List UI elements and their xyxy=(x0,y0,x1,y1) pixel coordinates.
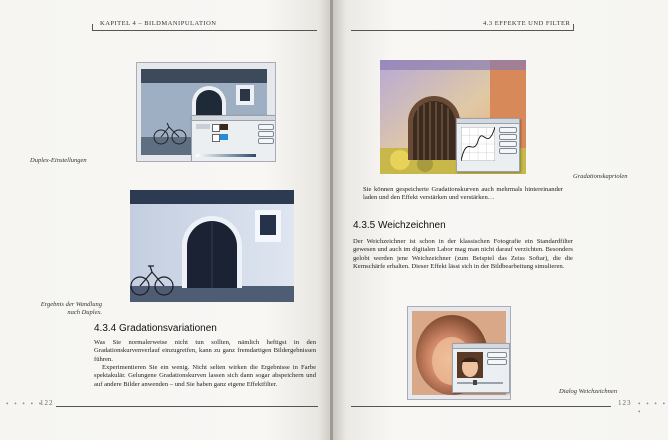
footer-rule-right xyxy=(351,406,611,407)
duplex-settings-figure xyxy=(136,62,276,162)
footer-rule-left xyxy=(56,406,318,407)
curves-cancel-button[interactable] xyxy=(499,134,517,140)
section-heading-4-3-5: 4.3.5 Weichzeichnen xyxy=(353,220,446,231)
running-head-right: 4.3 EFFEKTE UND FILTER xyxy=(483,20,571,27)
soft-focus-slider-handle[interactable] xyxy=(473,380,477,385)
caption-result-line1: Ergebnis der Wandlung xyxy=(40,301,102,308)
dialog-cancel-button[interactable] xyxy=(258,131,274,137)
right-page xyxy=(333,0,668,440)
soft-focus-slider-track[interactable] xyxy=(457,382,503,384)
ink-curve-swatch-2[interactable] xyxy=(212,134,220,142)
header-tick-right xyxy=(573,24,574,31)
duplex-result-figure xyxy=(130,190,294,302)
ink-color-swatch-1[interactable] xyxy=(220,124,228,130)
curves-save-button[interactable] xyxy=(499,148,517,154)
folio-dots-right: • • • • • xyxy=(638,400,668,416)
caption-dialog-soft-focus: Dialog Weichzeichnen xyxy=(559,388,618,395)
caption-gradation-capers: Gradationskapriolen xyxy=(573,173,628,180)
page-number-left: 122 xyxy=(40,399,54,407)
header-tick-left xyxy=(92,24,93,31)
ink-color-swatch-2[interactable] xyxy=(220,134,228,140)
page-number-right: 123 xyxy=(618,399,632,407)
curves-ok-button[interactable] xyxy=(499,127,517,133)
header-rule-left xyxy=(92,30,317,31)
curves-dialog xyxy=(456,118,520,172)
caption-result xyxy=(22,301,102,317)
caption-result-line2: nach Duplex. xyxy=(67,309,102,316)
gradation-capers-figure xyxy=(380,60,526,174)
duplex-result-image xyxy=(130,190,294,302)
soft-focus-ok-button[interactable] xyxy=(487,352,507,358)
ink-curve-swatch-1[interactable] xyxy=(212,124,220,132)
header-rule-right xyxy=(351,30,573,31)
caption-duplex-settings: Duplex-Einstellungen xyxy=(30,157,87,164)
section-heading-4-3-4: 4.3.4 Gradationsvariationen xyxy=(94,323,217,334)
right-paragraph-1: Der Weichzeichner ist schon in der klassischen Fotografie ein Standardfilter gewesen und auch im digitalen Labor mag man nicht darauf verzichten. Besonders gelobt werden jene Weichzeichner (zum Beispiel das Zeiss Softar), die die Kernschärfe erhalten. Dieser Effekt lässt sich in der Bildbearbeitung simulieren. xyxy=(353,238,573,271)
curves-graph[interactable] xyxy=(461,127,495,161)
soft-focus-cancel-button[interactable] xyxy=(487,359,507,365)
left-page xyxy=(0,0,331,440)
duplex-dialog xyxy=(191,115,276,162)
right-intro-paragraph: Sie können gespeicherte Gradationskurven auch mehrmals hintereinander laden und den Effekt verstärken und verstärken… xyxy=(363,186,563,202)
soft-focus-preview xyxy=(457,352,483,378)
duplex-gradient-bar xyxy=(196,154,256,157)
soft-focus-dialog xyxy=(452,343,510,393)
folio-dots-left: • • • • • xyxy=(6,400,44,408)
dialog-ok-button[interactable] xyxy=(258,124,274,130)
left-paragraph-2: Experimentieren Sie ein wenig. Nicht selten wirken die Ergebnisse in Farbe spektakulär. Gelungene Gradationskurven lassen sich dann sogar abspeichern und auf andere Bilder anwenden – und Sie haben ganz eigene Effektfilter. xyxy=(94,364,316,388)
running-head-left: KAPITEL 4 – BILDMANIPULATION xyxy=(100,20,217,27)
dialog-load-button[interactable] xyxy=(258,138,274,144)
soft-focus-figure xyxy=(407,306,511,400)
curves-load-button[interactable] xyxy=(499,141,517,147)
left-paragraph-1: Was Sie normalerweise nicht tun sollten, nämlich heftigst in den Gradationskurvenverlauf einzugreifen, kann zu ganz fremdartigen Bildergebnissen führen. xyxy=(94,339,316,363)
